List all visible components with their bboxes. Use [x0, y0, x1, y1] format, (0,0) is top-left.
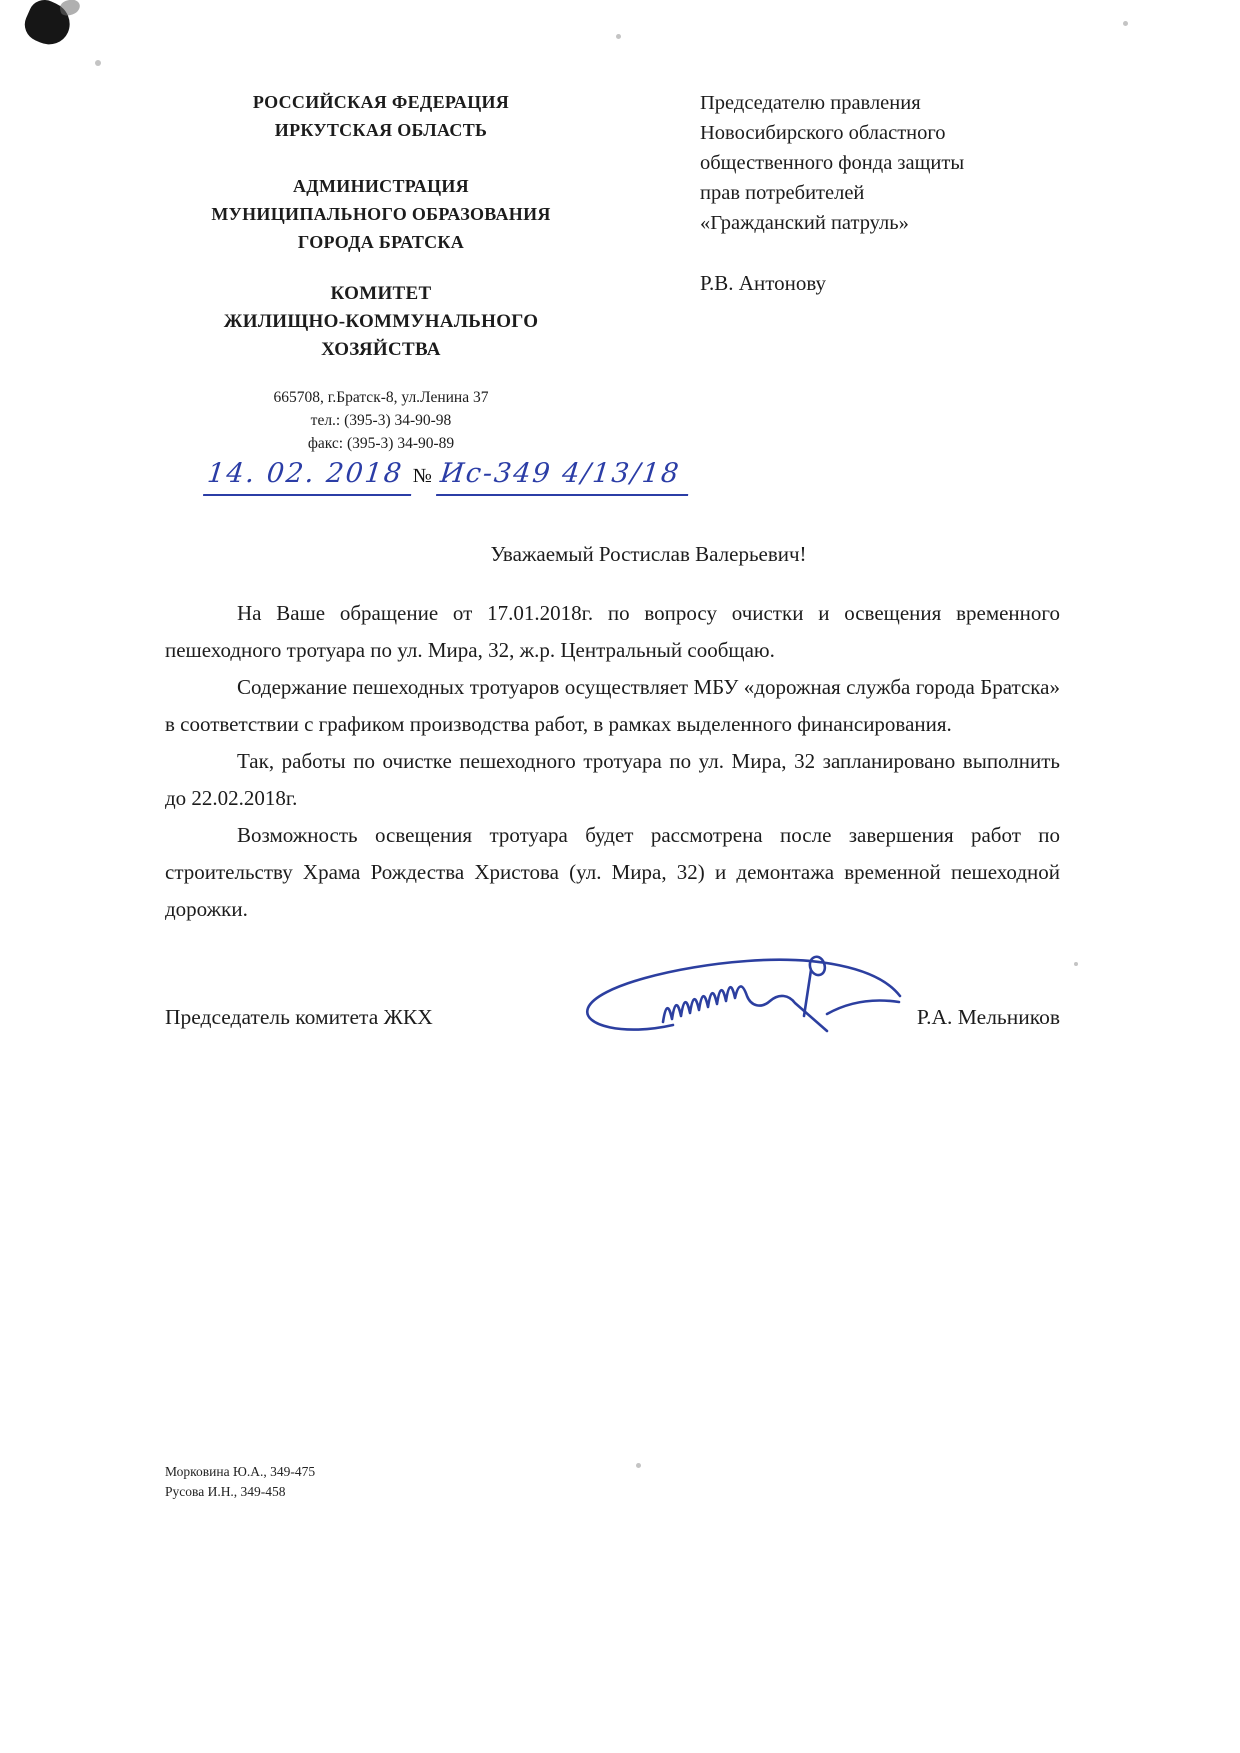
executor-line: Морковина Ю.А., 349-475 [165, 1464, 316, 1479]
executors-footer [165, 1462, 315, 1502]
sender-committee-line: ХОЗЯЙСТВА [321, 339, 441, 360]
sender-fax: факс: (395-3) 34-90-89 [307, 435, 455, 452]
paragraph: Содержание пешеходных тротуаров осуществляет МБУ «дорожная служба города Братска» в соответствии с графиком производства работ, в рамках выделенного финансирования. [165, 675, 1060, 736]
sender-phone: тел.: (395-3) 34-90-98 [310, 412, 452, 429]
scan-speck [636, 1463, 641, 1468]
sender-committee-line: ЖИЛИЩНО-КОММУНАЛЬНОГО [223, 311, 539, 332]
number-sign: № [412, 465, 432, 487]
handwritten-date: 14. 02. 2018 [203, 458, 415, 496]
scan-speck [616, 34, 621, 39]
sender-org-line: АДМИНИСТРАЦИЯ [293, 176, 469, 196]
recipient-line: Председателю правления [700, 92, 921, 114]
recipient-line: Новосибирского областного [700, 122, 946, 144]
sender-region-line: ИРКУТСКАЯ ОБЛАСТЬ [274, 120, 488, 140]
recipient-line: прав потребителей [700, 182, 865, 204]
paragraph: Так, работы по очистке пешеходного тротуара по ул. Мира, 32 запланировано выполнить до 22.02.2018г. [165, 749, 1060, 810]
sender-org-line: МУНИЦИПАЛЬНОГО ОБРАЗОВАНИЯ [211, 204, 551, 224]
recipient-name: Р.В. Антонову [700, 271, 827, 295]
sender-address: 665708, г.Братск-8, ул.Ленина 37 [273, 389, 489, 406]
scan-artifact-corner-gray [59, 0, 82, 17]
recipient-block [700, 88, 1040, 298]
recipient-line: «Гражданский патруль» [700, 212, 909, 234]
sender-letterhead [168, 88, 594, 455]
handwritten-number: Ис-349 4/13/18 [436, 458, 692, 496]
scan-speck [95, 60, 101, 66]
scan-speck [1123, 21, 1128, 26]
signatory-title: Председатель комитета ЖКХ [165, 1005, 433, 1029]
recipient-line: общественного фонда защиты [700, 152, 965, 174]
executor-line: Русова И.Н., 349-458 [165, 1484, 286, 1499]
paragraph: На Ваше обращение от 17.01.2018г. по вопросу очистки и освещения временного пешеходного тротуара по ул. Мира, 32, ж.р. Центральный сообщаю. [165, 601, 1060, 662]
scan-speck [1074, 962, 1078, 966]
sender-org-line: ГОРОДА БРАТСКА [297, 232, 465, 252]
signatory-name: Р.А. Мельников [916, 1005, 1060, 1029]
reference-line [205, 458, 690, 496]
salutation: Уважаемый Ростислав Валерьевич! [490, 542, 807, 566]
letter-body [165, 536, 1060, 928]
paragraph: Возможность освещения тротуара будет рассмотрена после завершения работ по строительству Храма Рождества Христова (ул. Мира, 32) и демонтажа временной пешеходной дорожки. [165, 823, 1060, 921]
sender-country-line: РОССИЙСКАЯ ФЕДЕРАЦИЯ [252, 92, 510, 112]
signature-row [165, 1005, 1060, 1030]
sender-committee-line: КОМИТЕТ [330, 283, 432, 304]
